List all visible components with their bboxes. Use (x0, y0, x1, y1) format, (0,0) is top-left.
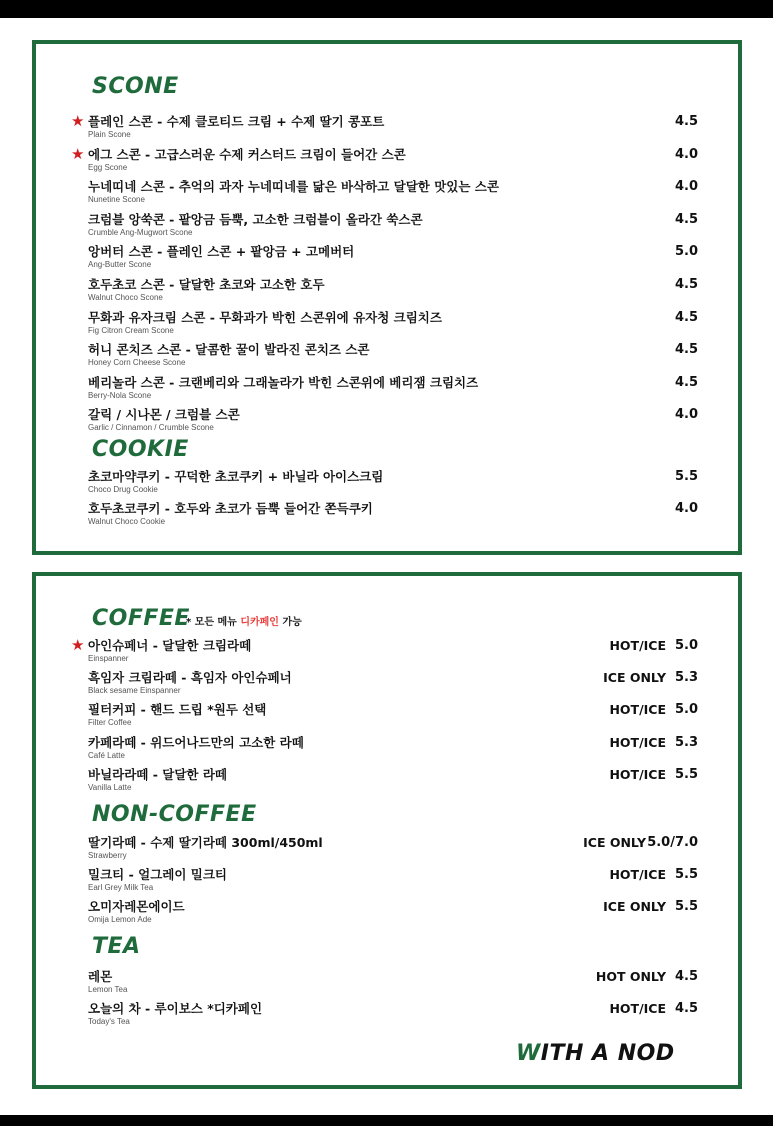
menu-item-price: 4.5 (674, 374, 698, 390)
menu-item-name: 크럼블 앙쑥콘 - 팥앙금 듬뿍, 고소한 크럼블이 올라간 쑥스콘 (88, 211, 423, 227)
star-icon: ★ (71, 636, 85, 654)
menu-item-name: 초코마약쿠키 - 꾸덕한 초코쿠키 + 바닐라 아이스크림 (88, 469, 384, 484)
menu-item-price: 4.5 (674, 1001, 698, 1016)
menu-item-price: 5.0 (674, 244, 698, 260)
menu-item-price: 5.5 (674, 899, 698, 915)
menu-item (71, 144, 698, 177)
menu-item (88, 375, 698, 405)
menu-item-english-name: Black sesame Einspanner (88, 686, 181, 696)
menu-item-temperature: HOT/ICE (609, 766, 666, 782)
menu-item (88, 867, 698, 897)
menu-item-english-name: Honey Corn Cheese Scone (88, 358, 186, 368)
menu-item-name: 허니 콘치즈 스콘 - 달콤한 꿀이 발라진 콘치즈 스콘 (88, 342, 370, 358)
bottom-black-bar (0, 1115, 773, 1126)
menu-item-temperature: HOT/ICE (609, 702, 666, 718)
menu-item (88, 835, 698, 865)
menu-item (88, 899, 698, 929)
section-title-cookie: COOKIE (92, 437, 189, 462)
menu-item (88, 310, 698, 340)
menu-item (88, 342, 698, 372)
menu-item-name: 앙버터 스콘 - 플레인 스콘 + 팥앙금 + 고메버터 (88, 244, 355, 260)
menu-item-price: 4.0 (674, 501, 698, 516)
menu-item-english-name: Café Latte (88, 750, 125, 760)
menu-item-name: 아인슈페너 - 달달한 크림라떼 (88, 638, 252, 653)
menu-item (88, 501, 698, 531)
menu-item-name: 흑임자 크림라떼 - 흑임자 아인슈페너 (88, 670, 292, 686)
menu-item-price: 4.5 (674, 277, 698, 292)
menu-item-name: 필터커피 - 핸드 드립 *원두 선택 (88, 702, 267, 718)
menu-item-price: 4.5 (674, 211, 698, 227)
menu-item (88, 735, 698, 765)
menu-item-price: 5.3 (674, 734, 698, 750)
menu-item-english-name: Crumble Ang-Mugwort Scone (88, 227, 193, 237)
menu-item-price: 4.0 (674, 146, 698, 162)
menu-item-temperature: ICE ONLY (603, 670, 666, 686)
menu-item-temperature: HOT/ICE (609, 867, 666, 883)
menu-item-price: 4.0 (674, 407, 698, 423)
menu-item-price: 4.5 (674, 309, 698, 325)
menu-item-name: 오늘의 차 - 루이보스 *디카페인 (88, 1001, 263, 1016)
menu-item-name: 누네띠네 스콘 - 추억의 과자 누네띠네를 닮은 바삭하고 달달한 맛있는 스콘 (88, 179, 499, 195)
menu-item-name: 호두초코 스콘 - 달달한 초코와 고소한 호두 (88, 277, 325, 292)
menu-item-name: 오미자레몬에이드 (88, 899, 185, 915)
menu-item-price: 4.0 (674, 179, 698, 195)
decaf-note: * 모든 메뉴 디카페인 가능 (186, 617, 302, 628)
menu-item-name: 플레인 스콘 - 수제 클로티드 크림 + 수제 딸기 콩포트 (88, 114, 385, 129)
drinks-panel (32, 572, 742, 1089)
menu-item-price: 5.5 (674, 867, 698, 883)
menu-item (88, 407, 698, 437)
menu-item-price: 4.5 (674, 342, 698, 358)
menu-item-name: 바닐라라떼 - 달달한 라떼 (88, 766, 227, 782)
menu-item-english-name: Lemon Tea (88, 985, 128, 994)
section-title-scone: SCONE (92, 74, 179, 99)
menu-item-price: 4.5 (674, 969, 698, 984)
menu-item (88, 244, 698, 274)
menu-item-english-name: Berry-Nola Scone (88, 390, 152, 400)
menu-item-price: 5.0 (674, 702, 698, 718)
menu-item-english-name: Einspanner (88, 654, 129, 663)
menu-item-temperature: HOT/ICE (609, 1001, 666, 1016)
menu-item (71, 112, 698, 144)
menu-item (88, 702, 698, 732)
menu-item (71, 636, 698, 668)
star-icon: ★ (71, 144, 85, 163)
menu-item-name: 호두초코쿠키 - 호두와 초코가 듬뿍 들어간 쫀득쿠키 (88, 501, 373, 516)
top-black-bar (0, 0, 773, 18)
menu-item-price: 4.5 (674, 114, 698, 129)
scone-cookie-panel (32, 40, 742, 555)
section-title-coffee: COFFEE (92, 606, 190, 631)
menu-item-name: 레몬 (88, 969, 113, 984)
menu-item (88, 767, 698, 797)
brand-logo: WITH A NOD (516, 1041, 675, 1066)
menu-item-english-name: Vanilla Latte (88, 782, 132, 792)
menu-item-temperature: ICE ONLY (583, 835, 646, 850)
menu-item (88, 212, 698, 242)
menu-item-name: 에그 스콘 - 고급스러운 수제 커스터드 크림이 들어간 스콘 (88, 146, 406, 162)
menu-item-english-name: Garlic / Cinnamon / Crumble Scone (88, 423, 214, 433)
menu-item-name: 카페라떼 - 위드어나드만의 고소한 라떼 (88, 734, 304, 750)
menu-item-english-name: Nunetine Scone (88, 195, 145, 205)
menu-item (88, 179, 698, 209)
menu-item-temperature: HOT/ICE (609, 734, 666, 750)
menu-item-price: 5.0 (674, 638, 698, 653)
menu-item-english-name: Egg Scone (88, 162, 128, 172)
section-title-tea: TEA (92, 934, 141, 959)
menu-item (88, 670, 698, 700)
menu-item-temperature: HOT/ICE (609, 638, 666, 653)
menu-item-english-name: Walnut Choco Scone (88, 293, 163, 302)
menu-item-name: 베리놀라 스콘 - 크랜베리와 그래놀라가 박힌 스콘위에 베리잼 크림치즈 (88, 374, 479, 390)
menu-item-name: 밀크티 - 얼그레이 밀크티 (88, 867, 227, 883)
menu-item-english-name: Filter Coffee (88, 718, 132, 728)
section-title-noncoffee: NON-COFFEE (92, 802, 257, 827)
menu-item-price: 5.0/7.0 (647, 835, 698, 850)
menu-item-name: 딸기라떼 - 수제 딸기라떼 300ml/450ml (88, 835, 323, 850)
menu-item-price: 5.5 (674, 766, 698, 782)
menu-item-english-name: Plain Scone (88, 130, 131, 139)
menu-item-english-name: Earl Grey Milk Tea (88, 883, 154, 893)
menu-item-temperature: ICE ONLY (603, 899, 666, 915)
menu-item-english-name: Fig Citron Cream Scone (88, 325, 174, 335)
menu-item-name: 갈릭 / 시나몬 / 크럼블 스콘 (88, 407, 240, 423)
menu-item-english-name: Ang-Butter Scone (88, 260, 152, 270)
decaf-highlight: 디카페인 (240, 617, 279, 628)
menu-item-english-name: Choco Drug Cookie (88, 485, 158, 494)
star-icon: ★ (71, 112, 85, 130)
menu-item-name: 무화과 유자크림 스콘 - 무화과가 박힌 스콘위에 유자청 크림치즈 (88, 309, 442, 325)
menu-item-temperature: HOT ONLY (595, 969, 666, 984)
menu-item-english-name: Walnut Choco Cookie (88, 517, 166, 526)
menu-item-price: 5.3 (674, 670, 698, 686)
menu-item-english-name: Omija Lemon Ade (88, 915, 152, 925)
menu-item-english-name: Today's Tea (88, 1017, 130, 1026)
menu-item (88, 969, 698, 999)
menu-item-english-name: Strawberry (88, 851, 127, 860)
menu-item (88, 1001, 698, 1031)
menu-item-price: 5.5 (674, 469, 698, 484)
menu-item (88, 277, 698, 307)
menu-item (88, 469, 698, 499)
